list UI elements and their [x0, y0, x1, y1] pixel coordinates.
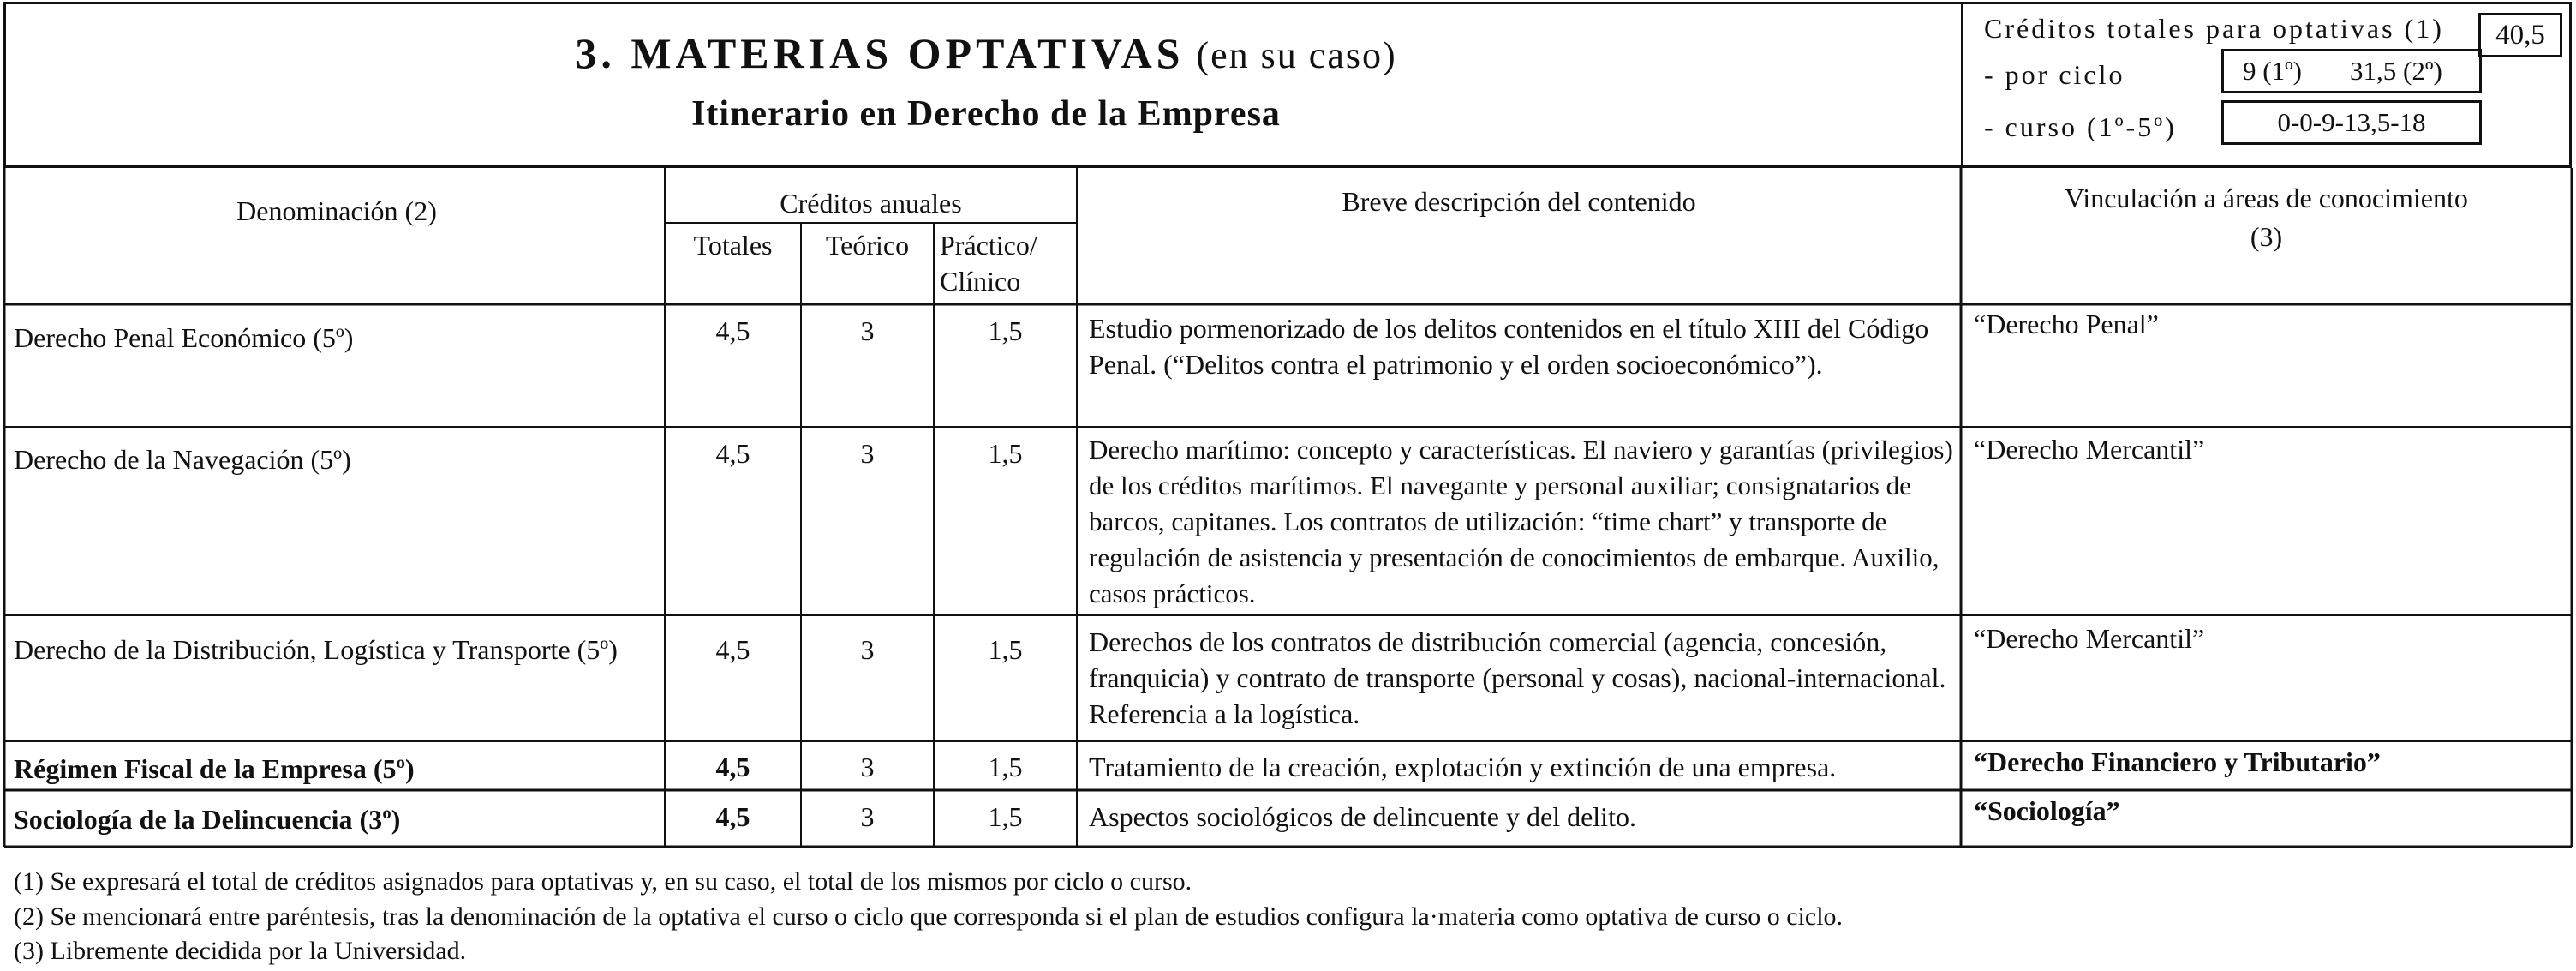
column-header-denominacion: Denominación (2) [236, 195, 437, 226]
row-5-description: Aspectos sociológicos de delincuente y del delito. [1089, 801, 1636, 832]
curso-label: - curso (1º-5º) [1984, 111, 2177, 142]
row-4-practico: 1,5 [988, 752, 1023, 782]
row-3-practico: 1,5 [988, 634, 1023, 665]
column-header-practico: Práctico/ Clínico [940, 230, 1037, 297]
row-3-description: Derechos de los contratos de distribución comercial (agencia, concesión, franquicia) y contrato de transporte (personal y cosas), nacional-internacional. Referencia a la logística. [1089, 626, 1946, 729]
footnote-2: (2) Se mencionará entre paréntesis, tras la denominación de la optativa el curso o ciclo que corresponda si el plan de estudios configura la·materia como optativa de curso o ciclo. [14, 902, 1844, 931]
row-1-teorico: 3 [860, 315, 875, 346]
page-subtitle: Itinerario en Derecho de la Empresa [691, 94, 1281, 134]
por-ciclo-1: 9 (1º) [2243, 56, 2303, 86]
row-3-area: “Derecho Mercantil” [1974, 623, 2205, 654]
footnote-1: (1) Se expresará el total de créditos asignados para optativas y, en su caso, el total de los mismos por ciclo o curso. [14, 867, 1192, 896]
column-header-teorico: Teórico [825, 230, 910, 261]
row-1-area: “Derecho Penal” [1974, 309, 2159, 339]
row-5-teorico: 3 [860, 801, 875, 832]
row-2-description: Derecho marítimo: concepto y características. El naviero y garantías (privilegios) de los créditos marítimos. El navegante y personal auxiliar; consignatarios de barcos, capitanes. Los contratos de utilización: “time chart” y transporte de regulación de asistencia y presentación de conocimientos de embarque. Auxilio, casos prácticos. [1089, 435, 1953, 608]
total-credits-label: Créditos totales para optativas (1) [1984, 13, 2444, 44]
row-5-totales: 4,5 [715, 801, 750, 832]
column-header-vinculacion-note: (3) [2250, 221, 2283, 252]
row-5-name: Sociología de la Delincuencia (3º) [14, 804, 401, 835]
row-1-totales: 4,5 [715, 315, 750, 346]
row-4-description: Tratamiento de la creación, explotación y extinción de una empresa. [1089, 752, 1837, 782]
total-credits-value: 40,5 [2478, 13, 2562, 57]
row-4-teorico: 3 [860, 752, 875, 782]
page-title [6, 28, 1966, 78]
column-header-totales: Totales [693, 230, 773, 261]
row-1-name: Derecho Penal Económico (5º) [14, 322, 354, 353]
row-1-practico: 1,5 [988, 315, 1023, 346]
footnote-3: (3) Libremente decidida por la Universidad. [14, 937, 467, 965]
row-2-practico: 1,5 [988, 438, 1023, 469]
row-4-name: Régimen Fiscal de la Empresa (5º) [14, 753, 415, 784]
row-5-practico: 1,5 [988, 801, 1023, 832]
row-2-totales: 4,5 [715, 438, 750, 469]
column-header-descripcion: Breve descripción del contenido [1342, 186, 1696, 217]
title-cell [3, 2, 1963, 168]
row-1-description: Estudio pormenorizado de los delitos contenidos en el título XIII del Código Penal. (“Delitos contra el patrimonio y el orden socioeconómico”). [1089, 313, 1929, 380]
column-header-vinculacion: Vinculación a áreas de conocimiento [2065, 183, 2468, 213]
por-ciclo-box [2221, 49, 2482, 93]
row-2-teorico: 3 [860, 438, 875, 469]
page-title-suffix: (en su caso) [1196, 34, 1397, 76]
row-4-area: “Derecho Financiero y Tributario” [1974, 746, 2381, 777]
row-3-totales: 4,5 [715, 634, 750, 665]
row-3-teorico: 3 [860, 634, 875, 665]
credits-summary-cell [1961, 2, 2572, 168]
row-2-area: “Derecho Mercantil” [1974, 434, 2205, 465]
curso-value: 0-0-9-13,5-18 [2221, 100, 2482, 145]
column-header-creditos-anuales: Créditos anuales [780, 188, 962, 219]
por-ciclo-2: 31,5 (2º) [2350, 56, 2442, 86]
por-ciclo-label: - por ciclo [1984, 59, 2125, 90]
row-5-area: “Sociología” [1974, 795, 2120, 826]
page-title-text: 3. MATERIAS OPTATIVAS [575, 29, 1185, 77]
row-2-name: Derecho de la Navegación (5º) [14, 444, 351, 475]
row-3-name: Derecho de la Distribución, Logística y Transporte (5º) [14, 634, 618, 665]
row-4-totales: 4,5 [715, 752, 750, 782]
